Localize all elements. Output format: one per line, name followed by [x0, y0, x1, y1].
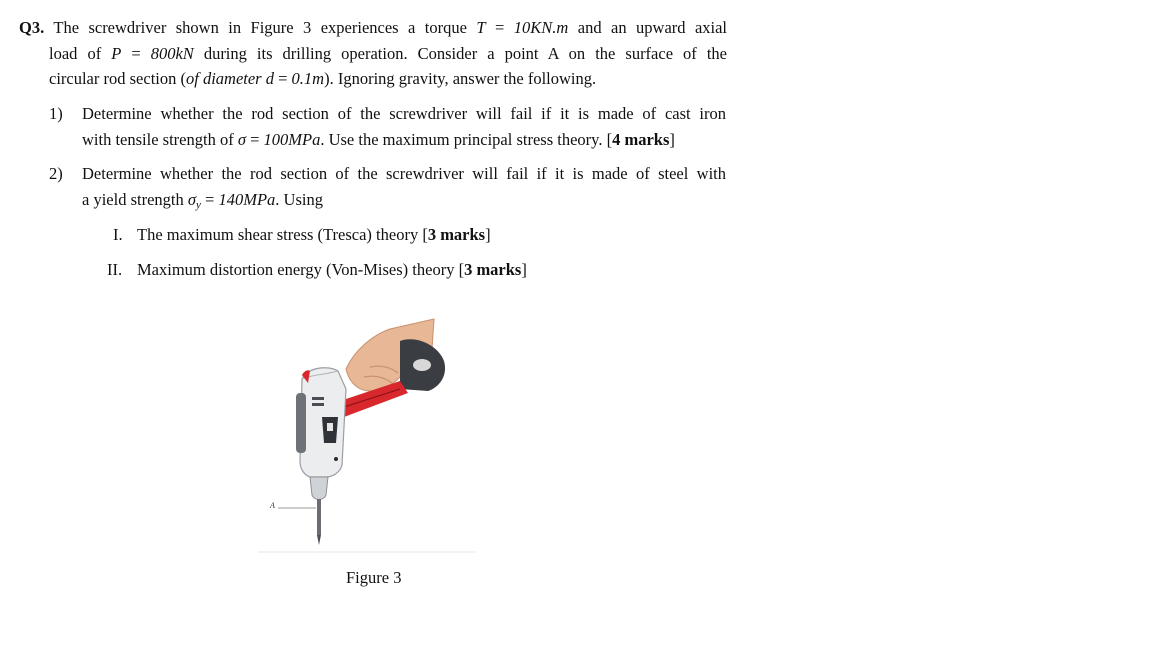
part2-number: 2)	[49, 164, 63, 183]
part2-line-2: a yield strength $\sigma_y = 140MPa$. Using	[82, 190, 323, 211]
switch-mark	[312, 403, 324, 406]
part1-number: 1)	[49, 104, 63, 123]
question-line-2: load of P = 800kN during its drilling operation. Consider a point A on the surface of the	[49, 44, 727, 63]
part1-line-1: Determine whether the rod section of the screwdriver will fail if it is made of cast iron	[82, 104, 726, 123]
body-dot	[334, 457, 338, 461]
side-panel	[296, 393, 306, 453]
question-line-1: Q3. The screwdriver shown in Figure 3 experiences a torque T = 10KN.m and an upward axial	[19, 18, 728, 37]
screwdriver-illustration	[250, 305, 480, 560]
part2-sub2-number: II.	[107, 260, 123, 279]
part2-sub1-text: The maximum shear stress (Tresca) theory [3 marks]	[137, 225, 491, 244]
part1-line-2: with tensile strength of σ = 100MPa. Use the maximum principal stress theory. [4 marks]	[82, 130, 675, 149]
question-number: Q3.	[19, 18, 45, 37]
battery-button	[413, 359, 431, 371]
indicator-light	[327, 423, 333, 431]
chuck-collar	[310, 477, 328, 500]
switch-mark	[312, 397, 324, 400]
question-line-3: circular rod section (of diameter d = 0.1m). Ignoring gravity, answer the following.	[49, 69, 597, 88]
part2-sub1-number: I.	[113, 225, 123, 244]
figure-caption: Figure 3	[346, 568, 402, 587]
screwdriver-bit	[317, 499, 321, 535]
bit-tip	[317, 535, 321, 545]
screwdriver-figure	[250, 305, 480, 560]
part2-line-1: Determine whether the rod section of the screwdriver will fail if it is made of steel with	[82, 164, 726, 183]
part2-sub2-text: Maximum distortion energy (Von-Mises) theory [3 marks]	[137, 260, 527, 279]
point-a-label: A	[270, 501, 275, 510]
